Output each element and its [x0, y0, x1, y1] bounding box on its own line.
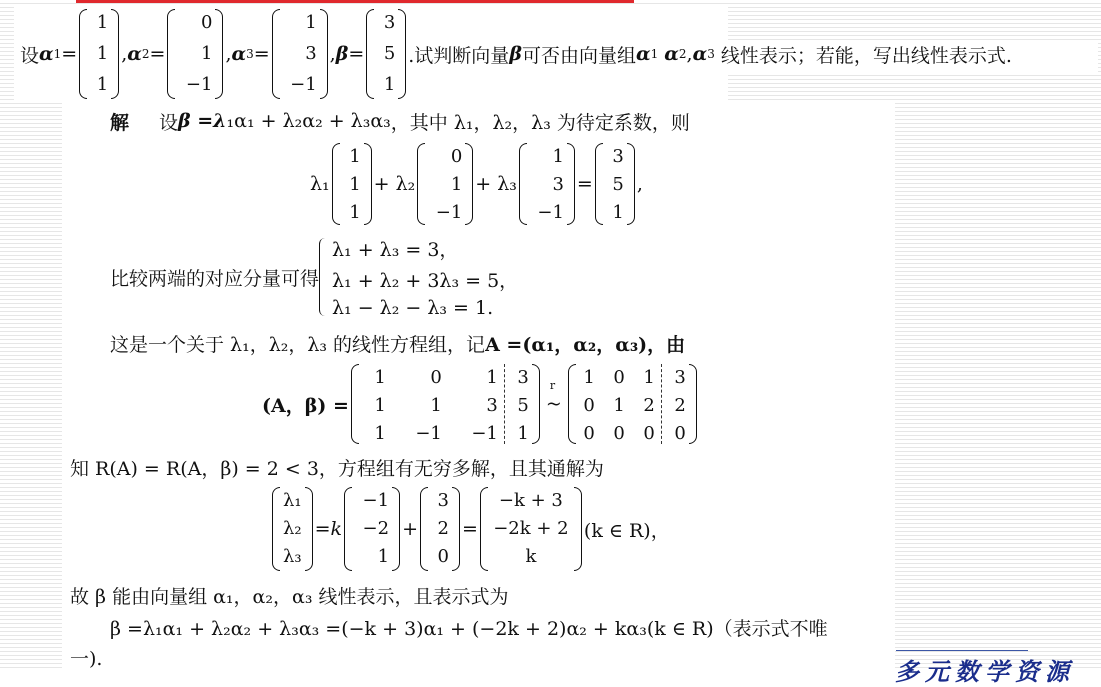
final-expression-end: 一). [70, 647, 103, 670]
matrix-cell: 1 [200, 43, 213, 64]
matrix-cell: −1 [290, 74, 317, 95]
matrix-cell: 1 [96, 12, 109, 33]
matrix-cell: 1 [383, 74, 396, 95]
alpha-1-sub: 1 [53, 47, 62, 61]
matrix-cell: 3 [305, 43, 317, 64]
system-eq-2: λ₁ + λ₂ + 3λ₃ = 5， [332, 270, 519, 292]
problem-tail-3: 线性表示；若能，写出线性表示式. [720, 44, 1012, 67]
vector-alpha-1 [79, 9, 119, 99]
top-accent-bar [76, 0, 634, 3]
rank-line: 知 R(A) = R(A，β) = 2 < 3，方程组有无穷多解，且其通解为 [70, 457, 604, 480]
alpha-3-symbol: α [231, 43, 247, 65]
augmented-matrix: (A，β) = 1 0 1 1 1 3 1 −1 −1 3 5 1 ~ r 1 0 1 0 1 2 0 0 0 3 2 0 [262, 362, 699, 446]
vector-equation: λ₁ 1 1 1 + λ₂ 0 1 −1 + λ₃ 1 3 −1 = 3 5 1 , [310, 140, 643, 228]
final-expression: β =λ₁α₁ + λ₂α₂ + λ₃α₃ =(−k + 3)α₁ + (−2k + 2)α₂ + kα₃(k ∈ R)（表示式不唯 [110, 617, 828, 640]
problem-tail: .试判断向量 [408, 44, 510, 67]
matrix-cell: 1 [96, 43, 109, 64]
alpha-3-sub: 3 [246, 47, 254, 61]
alpha-2-symbol: α [127, 43, 142, 65]
eq-sign: = [61, 43, 78, 65]
problem-tail-2: 可否由向量组 [521, 44, 636, 67]
matrix-cell: 1 [96, 74, 109, 95]
solution-intro: 解 设 β =λ ₁α₁ + λ₂α₂ + λ₃α₃ ，其中 λ₁，λ₂，λ₃ 为待定系数，则 [110, 108, 690, 134]
problem-statement: 设 α 1 = 1 1 1 , α 2 = 0 1 −1 , α 3 = 1 3 −1 , β = 3 5 1 .试判断向量 β 可否由向量组 α 1 α 2 , α 3 线性表示；若能，写出线性表示式. [20, 8, 1012, 100]
linear-system: 比较两端的对应分量可得 λ₁ + λ₃ = 3， λ₁ + λ₂ + 3λ₃ = 5， λ₁ − λ₂ − λ₃ = 1. [110, 234, 518, 320]
conclusion-line: 故 β 能由向量组 α₁，α₂，α₃ 线性表示，且表示式为 [70, 585, 509, 608]
solution-label: 解 [110, 111, 130, 134]
general-solution: λ₁ λ₂ λ₃ =k −1 −2 1 + 3 2 0 = −k + 3 −2k + 2 k (k ∈ R)， [270, 486, 670, 572]
system-eq-3: λ₁ − λ₂ − λ₃ = 1. [332, 297, 494, 319]
eq-sign: = [253, 43, 270, 65]
alpha-symbol: α [664, 43, 679, 65]
vector-alpha-2 [167, 9, 223, 99]
vector-alpha-3 [272, 9, 328, 99]
matrix-cell: 1 [305, 12, 317, 33]
vector-beta [366, 9, 406, 99]
matrix-cell: −1 [185, 74, 213, 95]
matrix-cell: 3 [383, 12, 396, 33]
eq-sign: = [348, 43, 365, 65]
beta-symbol: β [335, 43, 349, 65]
alpha-2-sub: 2 [141, 47, 150, 61]
watermark: 多元数学资源 [895, 657, 1075, 686]
linear-sentence: 这是一个关于 λ₁，λ₂，λ₃ 的线性方程组，记 A =(α₁，α₂，α₃)，由 [110, 333, 686, 356]
matrix-cell: 0 [200, 12, 213, 33]
alpha-1-symbol: α [39, 43, 54, 65]
matrix-cell: 5 [383, 43, 396, 64]
beta-symbol: β [509, 43, 522, 65]
alpha-symbol: α [635, 43, 651, 65]
problem-lead: 设 [20, 44, 40, 67]
watermark-rule [896, 650, 1028, 651]
alpha-symbol: α [692, 43, 708, 65]
system-eq-1: λ₁ + λ₃ = 3， [332, 239, 459, 261]
eq-sign: = [149, 43, 166, 65]
